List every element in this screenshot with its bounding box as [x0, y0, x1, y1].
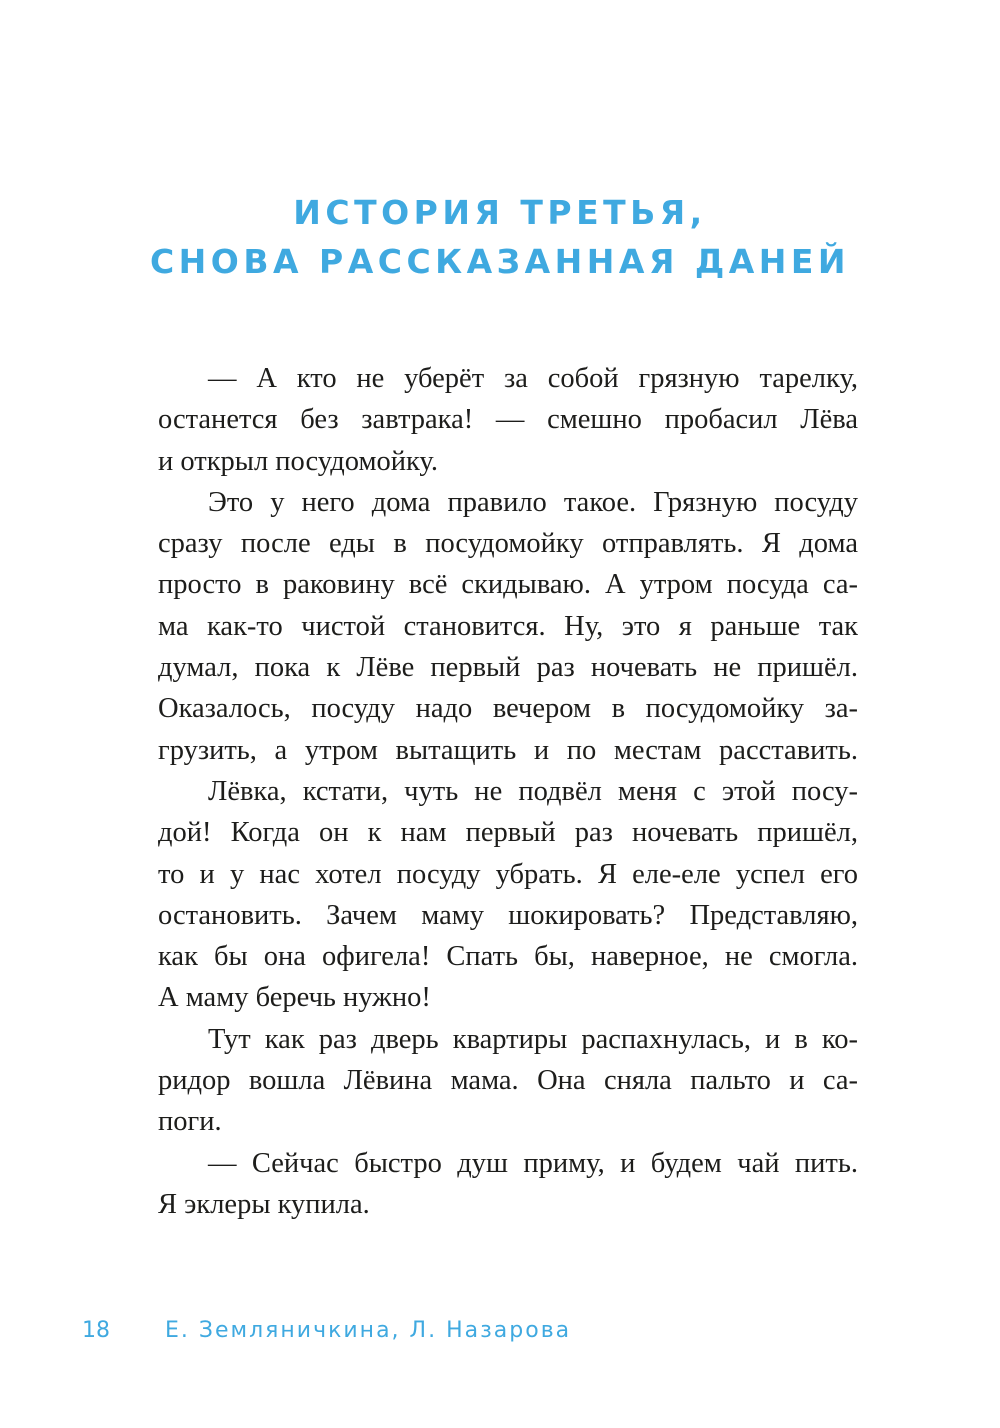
- text-line: остановить. Зачем маму шокировать? Представляю,: [158, 899, 858, 931]
- text-line: Это у него дома правило такое. Грязную посуду: [208, 486, 858, 518]
- body-text: [158, 358, 858, 1225]
- text-line: поги.: [158, 1106, 222, 1138]
- text-line: как бы она офигела! Спать бы, наверное, не смогла.: [158, 941, 858, 973]
- text-line: Я эклеры купила.: [158, 1188, 370, 1220]
- chapter-title-line-1: ИСТОРИЯ ТРЕТЬЯ,: [293, 193, 707, 232]
- text-line: — А кто не уберёт за собой грязную тарелку,: [208, 363, 858, 394]
- chapter-title: [0, 188, 1000, 286]
- paragraph: [158, 358, 858, 482]
- paragraph: [158, 482, 858, 771]
- text-line: А маму беречь нужно!: [158, 982, 431, 1014]
- text-line: Тут как раз дверь квартиры распахнулась, и в ко-: [208, 1023, 858, 1055]
- text-line: ма как-то чистой становится. Ну, это я раньше так: [158, 610, 858, 642]
- running-head: Е. Земляничкина, Л. Назарова: [165, 1318, 572, 1343]
- page-footer: [82, 1318, 571, 1343]
- chapter-title-line-2: СНОВА РАССКАЗАННАЯ ДАНЕЙ: [149, 242, 851, 281]
- text-line: грузить, а утром вытащить и по местам расставить.: [158, 734, 858, 766]
- paragraph: [158, 1019, 858, 1143]
- text-line: — Сейчас быстро душ приму, и будем чай пить.: [208, 1147, 858, 1179]
- text-line: Лёвка, кстати, чуть не подвёл меня с этой посу-: [208, 775, 858, 807]
- text-line: ридор вошла Лёвина мама. Она сняла пальто и са-: [158, 1065, 858, 1097]
- text-line: просто в раковину всё скидываю. А утром посуда са-: [158, 569, 858, 601]
- text-line: сразу после еды в посудомойку отправлять. Я дома: [158, 528, 858, 560]
- text-line: и открыл посудомойку.: [158, 445, 438, 477]
- text-line: то и у нас хотел посуду убрать. Я еле-еле успел его: [158, 858, 858, 890]
- text-line: дой! Когда он к нам первый раз ночевать пришёл,: [158, 817, 858, 849]
- text-line: Оказалось, посуду надо вечером в посудомойку за-: [158, 693, 858, 725]
- page-number: 18: [82, 1318, 110, 1343]
- paragraph: [158, 1143, 858, 1226]
- text-line: думал, пока к Лёве первый раз ночевать не пришёл.: [158, 652, 858, 684]
- text-line: останется без завтрака! — смешно пробасил Лёва: [158, 404, 858, 436]
- paragraph: [158, 771, 858, 1019]
